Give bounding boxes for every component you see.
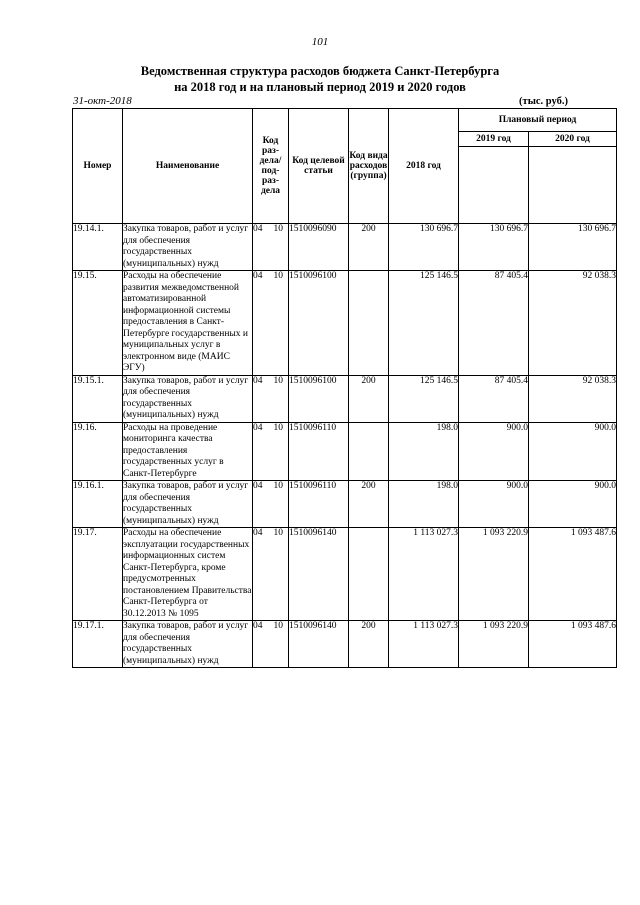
row-section: [253, 375, 289, 422]
row-expense-type: 200: [349, 621, 389, 668]
row-value-2018: 198.0: [389, 422, 459, 481]
row-value-2020: 900.0: [529, 422, 617, 481]
row-name: Расходы на обеспечение развития межведомственной автоматизированной информационной системы предоставления в Санкт-Петербурге государственных и муниципальных услуг в электронном виде (МАИС ЭГУ): [123, 271, 253, 376]
row-subsection-code: 10: [273, 224, 283, 234]
table-row: [73, 621, 617, 668]
budget-table: [72, 108, 617, 668]
row-section-code: 04: [253, 271, 263, 281]
row-value-2019: 900.0: [459, 422, 529, 481]
row-target-code: 1510096110: [289, 481, 349, 528]
row-value-2020: 92 038.3: [529, 271, 617, 376]
col-header-2018: 2018 год: [389, 109, 459, 224]
col-header-2019: 2019 год: [459, 132, 529, 147]
col-header-2020: 2020 год: [529, 132, 617, 147]
row-section: [253, 422, 289, 481]
document-title: [0, 63, 640, 95]
row-value-2020: 1 093 487.6: [529, 621, 617, 668]
row-name: Расходы на проведение мониторинга качества предоставления государственных услуг в Санкт-Петербурге: [123, 422, 253, 481]
col-header-plan-period: Плановый период: [459, 109, 617, 132]
row-value-2019: 1 093 220.9: [459, 621, 529, 668]
row-expense-type: [349, 422, 389, 481]
report-date: 31-окт-2018: [73, 95, 132, 107]
row-value-2019: 900.0: [459, 481, 529, 528]
table-row: [73, 375, 617, 422]
row-subsection-code: 10: [273, 422, 283, 433]
row-expense-type: 200: [349, 224, 389, 271]
row-section: [253, 481, 289, 528]
row-value-2019: 130 696.7: [459, 224, 529, 271]
row-number: 19.16.: [73, 422, 123, 481]
row-expense-type: 200: [349, 481, 389, 528]
row-section-code: 04: [253, 621, 263, 631]
row-target-code: 1510096100: [289, 271, 349, 376]
row-number: 19.17.1.: [73, 621, 123, 668]
row-value-2018: 130 696.7: [389, 224, 459, 271]
row-target-code: 1510096140: [289, 621, 349, 668]
table-row: [73, 271, 617, 376]
table-row: [73, 528, 617, 621]
row-number: 19.16.1.: [73, 481, 123, 528]
row-expense-type: [349, 528, 389, 621]
row-value-2019: 87 405.4: [459, 375, 529, 422]
row-value-2020: 900.0: [529, 481, 617, 528]
row-value-2018: 125 146.5: [389, 375, 459, 422]
title-line-1: Ведомственная структура расходов бюджета Санкт-Петербурга: [140, 64, 500, 78]
title-line-2: на 2018 год и на плановый период 2019 и 2020 годов: [174, 80, 466, 94]
row-value-2018: 1 113 027.3: [389, 621, 459, 668]
row-value-2018: 198.0: [389, 481, 459, 528]
row-name: Расходы на обеспечение эксплуатации государственных информационных систем Санкт-Петербурга, кроме предусмотренных постановлением Правительства Санкт-Петербурга от 30.12.2013 № 1095: [123, 528, 252, 619]
row-target-code: 1510096090: [289, 224, 349, 271]
page-number: 101: [311, 36, 329, 48]
col-header-blank: [459, 147, 529, 224]
col-header-target: Код целевой статьи: [289, 109, 349, 224]
row-subsection-code: 10: [273, 375, 283, 386]
row-section: [253, 271, 289, 376]
row-value-2019: 1 093 220.9: [459, 528, 529, 621]
row-subsection-code: 10: [273, 621, 283, 631]
row-value-2020: 92 038.3: [529, 375, 617, 422]
row-name: Закупка товаров, работ и услуг для обеспечения государственных (муниципальных) нужд: [123, 481, 253, 528]
row-section-code: 04: [253, 422, 263, 433]
col-header-name: Наименование: [123, 109, 253, 224]
row-value-2018: 125 146.5: [389, 271, 459, 376]
col-header-number: Номер: [73, 109, 123, 224]
table-row: [73, 422, 617, 481]
col-header-blank: [529, 147, 617, 224]
row-number: 19.15.1.: [73, 375, 123, 422]
row-number: 19.15.: [73, 271, 123, 376]
row-section-code: 04: [253, 224, 263, 234]
row-subsection-code: 10: [273, 481, 283, 491]
row-section-code: 04: [253, 528, 263, 538]
col-header-expense-type: Код вида расходов (группа): [349, 109, 389, 224]
row-expense-type: [349, 271, 389, 376]
row-value-2018: 1 113 027.3: [389, 528, 459, 621]
row-value-2020: 130 696.7: [529, 224, 617, 271]
row-section: [253, 621, 289, 668]
col-header-section: Код раз- дела/ под- раз- дела: [253, 109, 289, 224]
table-body: [73, 224, 617, 668]
row-section: [253, 528, 289, 621]
row-value-2019: 87 405.4: [459, 271, 529, 376]
row-number: 19.14.1.: [73, 224, 123, 271]
row-section-code: 04: [253, 481, 263, 491]
row-section-code: 04: [253, 375, 263, 386]
row-number: 19.17.: [73, 528, 123, 621]
row-section: [253, 224, 289, 271]
row-subsection-code: 10: [273, 271, 283, 281]
table-row: [73, 224, 617, 271]
row-name: Закупка товаров, работ и услуг для обеспечения государственных (муниципальных) нужд: [123, 224, 253, 271]
table-row: [73, 481, 617, 528]
row-expense-type: 200: [349, 375, 389, 422]
row-name: Закупка товаров, работ и услуг для обеспечения государственных (муниципальных) нужд: [123, 621, 253, 668]
row-value-2020: 1 093 487.6: [529, 528, 617, 621]
row-subsection-code: 10: [273, 528, 283, 538]
row-target-code: 1510096140: [289, 528, 349, 621]
row-target-code: 1510096110: [289, 422, 349, 481]
row-name: Закупка товаров, работ и услуг для обеспечения государственных (муниципальных) нужд: [123, 375, 253, 422]
units-label: (тыс. руб.): [519, 96, 568, 107]
row-target-code: 1510096100: [289, 375, 349, 422]
